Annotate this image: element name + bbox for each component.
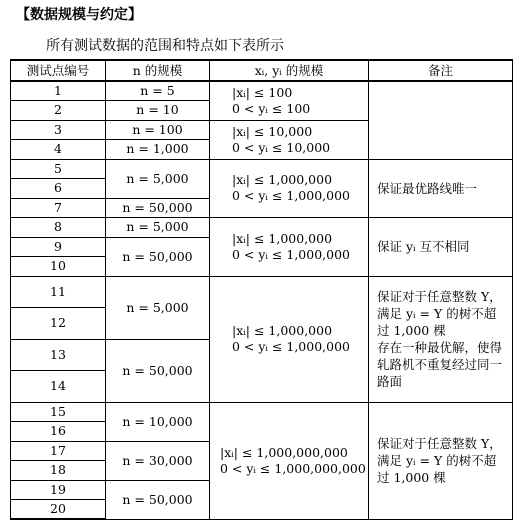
y-range: 0 < yᵢ ≤ 1,000,000,000 bbox=[220, 460, 366, 476]
note-line: 存在一种最优解，使得轧路机不重复经过同一路面 bbox=[377, 340, 503, 389]
case-number: 7 bbox=[11, 198, 106, 218]
n-scale: n = 50,000 bbox=[106, 339, 210, 402]
header-xy-scale: xᵢ, yᵢ 的规模 bbox=[210, 60, 369, 81]
x-range: |xᵢ| ≤ 1,000,000,000 bbox=[220, 444, 348, 460]
x-range: |xᵢ| ≤ 10,000 bbox=[232, 123, 313, 139]
case-number: 2 bbox=[11, 101, 106, 121]
case-number: 19 bbox=[11, 480, 106, 500]
n-scale: n = 1,000 bbox=[106, 140, 210, 160]
n-scale: n = 50,000 bbox=[106, 198, 210, 218]
intro-text: 所有测试数据的范围和特点如下表所示 bbox=[46, 38, 284, 54]
header-notes: 备注 bbox=[369, 60, 513, 81]
case-number: 18 bbox=[11, 461, 106, 481]
xy-range bbox=[210, 81, 369, 120]
header-case-number: 测试点编号 bbox=[11, 60, 106, 81]
xy-range bbox=[210, 120, 369, 159]
case-number: 5 bbox=[11, 159, 106, 179]
n-scale: n = 5,000 bbox=[106, 159, 210, 198]
n-scale: n = 100 bbox=[106, 120, 210, 140]
x-range: |xᵢ| ≤ 1,000,000 bbox=[232, 323, 333, 338]
note-line: 保证对于任意整数 Y，满足 yᵢ = Y 的树不超过 1,000 棵 bbox=[377, 289, 502, 338]
case-number: 9 bbox=[11, 237, 106, 257]
case-number: 17 bbox=[11, 441, 106, 461]
y-range: 0 < yᵢ ≤ 1,000,000 bbox=[232, 188, 350, 204]
data-scale-table bbox=[10, 59, 513, 520]
y-range: 0 < yᵢ ≤ 1,000,000 bbox=[232, 246, 350, 262]
case-number: 15 bbox=[11, 402, 106, 422]
table-row bbox=[11, 402, 513, 422]
n-scale: n = 5,000 bbox=[106, 218, 210, 238]
case-number: 16 bbox=[11, 422, 106, 442]
y-range: 0 < yᵢ ≤ 10,000 bbox=[232, 139, 331, 155]
x-range: |xᵢ| ≤ 1,000,000 bbox=[232, 172, 333, 188]
case-number: 13 bbox=[11, 339, 106, 371]
n-scale: n = 50,000 bbox=[106, 480, 210, 519]
note-empty bbox=[369, 81, 513, 159]
n-scale: n = 5,000 bbox=[106, 276, 210, 339]
table-row bbox=[11, 218, 513, 238]
n-scale: n = 5 bbox=[106, 81, 210, 101]
case-number: 14 bbox=[11, 371, 106, 403]
case-number: 10 bbox=[11, 257, 106, 277]
x-range: |xᵢ| ≤ 100 bbox=[232, 84, 293, 100]
xy-range bbox=[210, 218, 369, 277]
section-heading: 【数据规模与约定】 bbox=[16, 7, 142, 23]
y-range: 0 < yᵢ ≤ 1,000,000 bbox=[232, 339, 350, 354]
case-number: 4 bbox=[11, 140, 106, 160]
case-number: 3 bbox=[11, 120, 106, 140]
n-scale: n = 50,000 bbox=[106, 237, 210, 276]
xy-range bbox=[210, 276, 369, 402]
table-header-row bbox=[11, 60, 513, 81]
note: 保证对于任意整数 Y，满足 yᵢ = Y 的树不超过 1,000 棵 bbox=[369, 402, 513, 519]
table-row bbox=[11, 276, 513, 308]
case-number: 20 bbox=[11, 500, 106, 520]
n-scale: n = 10,000 bbox=[106, 402, 210, 441]
table-row bbox=[11, 159, 513, 179]
case-number: 1 bbox=[11, 81, 106, 101]
case-number: 11 bbox=[11, 276, 106, 308]
xy-range bbox=[210, 159, 369, 218]
note: 保证 yᵢ 互不相同 bbox=[369, 218, 513, 277]
y-range: 0 < yᵢ ≤ 100 bbox=[232, 100, 311, 116]
case-number: 12 bbox=[11, 308, 106, 340]
n-scale: n = 10 bbox=[106, 101, 210, 121]
n-scale: n = 30,000 bbox=[106, 441, 210, 480]
xy-range bbox=[210, 402, 369, 519]
header-n-scale: n 的规模 bbox=[106, 60, 210, 81]
note bbox=[369, 276, 513, 402]
case-number: 6 bbox=[11, 179, 106, 199]
note: 保证最优路线唯一 bbox=[369, 159, 513, 218]
table-row bbox=[11, 81, 513, 101]
x-range: |xᵢ| ≤ 1,000,000 bbox=[232, 230, 333, 246]
case-number: 8 bbox=[11, 218, 106, 238]
